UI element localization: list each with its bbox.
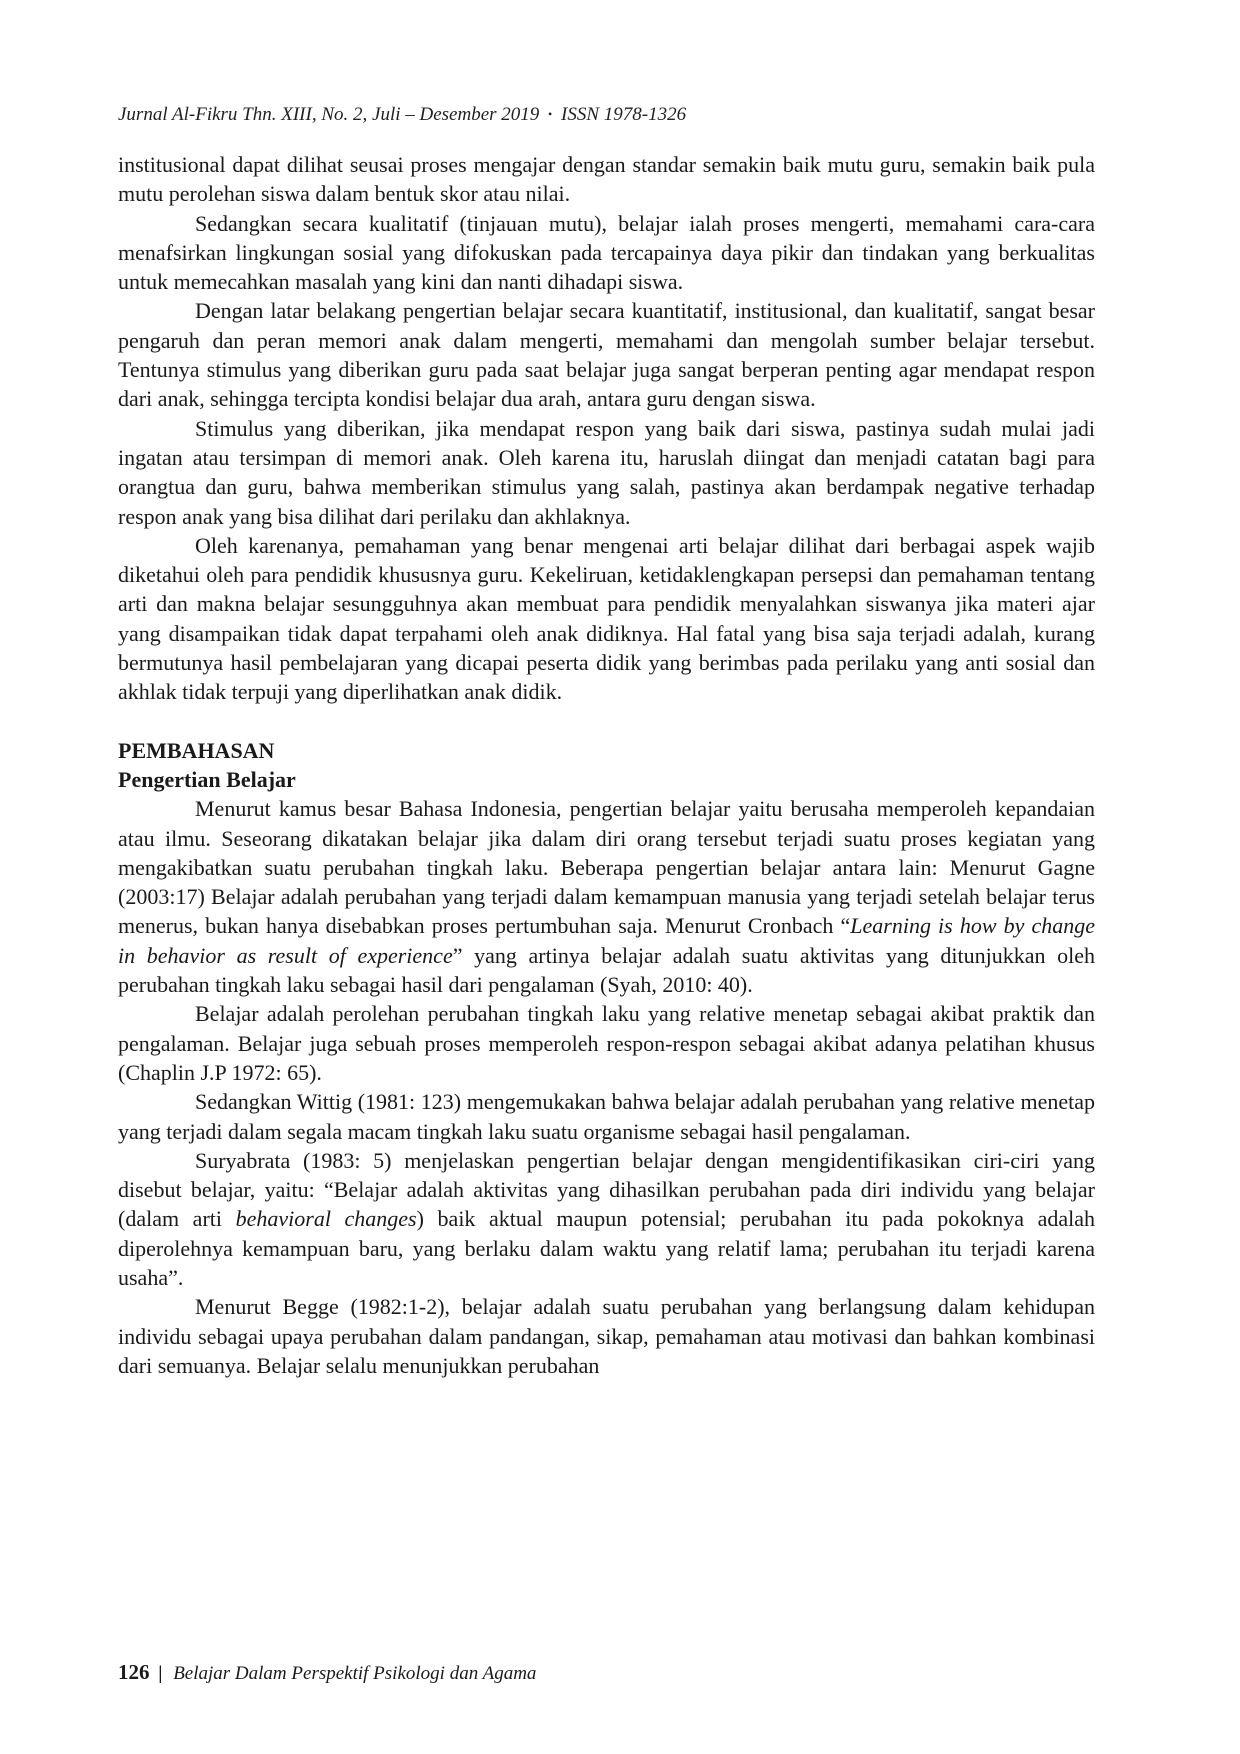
running-footer	[118, 1660, 536, 1685]
article-body	[118, 150, 1095, 1380]
header-separator: •	[548, 107, 553, 121]
paragraph-5: Oleh karenanya, pemahaman yang benar mengenai arti belajar dilihat dari berbagai aspek wajib diketahui oleh para pendidik khususnya guru. Kekeliruan, ketidaklengkapan persepsi dan pemahaman tentang arti dan makna belajar sesungguhnya akan membuat para pendidik menyalahkan siswanya jika materi ajar yang disampaikan tidak dapat terpahami oleh anak didiknya. Hal fatal yang bisa saja terjadi adalah, kurang bermutunya hasil pembelajaran yang dicapai peserta didik yang berimbas pada perilaku yang anti sosial dan akhlak tidak terpuji yang diperlihatkan anak didik.	[118, 532, 1095, 705]
paragraph-1: institusional dapat dilihat seusai proses mengajar dengan standar semakin baik mutu guru, semakin baik pula mutu perolehan siswa dalam bentuk skor atau nilai.	[118, 152, 1095, 207]
running-header	[118, 104, 686, 126]
paragraph-4: Stimulus yang diberikan, jika mendapat respon yang baik dari siswa, pastinya sudah mulai jadi ingatan atau tersimpan di memori anak. Oleh karena itu, haruslah diingat dan menjadi catatan bagi para orangtua dan guru, bahwa memberikan stimulus yang salah, pastinya akan berdampak negative terhadap respon anak yang bisa dilihat dari perilaku dan akhlaknya.	[118, 415, 1095, 529]
paragraph-10: Menurut Begge (1982:1-2), belajar adalah suatu perubahan yang berlangsung dalam kehidupan individu sebagai upaya perubahan dalam pandangan, sikap, pemahaman atau motivasi dan bahkan kombinasi dari semuanya. Belajar selalu menunjukkan perubahan	[118, 1294, 1095, 1378]
issn: ISSN 1978-1326	[561, 104, 687, 125]
paragraph-6-text-a: Menurut kamus besar Bahasa Indonesia, pengertian belajar yaitu berusaha memperoleh kepandaian atau ilmu. Seseorang dikatakan belajar jika dalam diri orang tersebut terjadi suatu proses kegiatan yang mengakibatkan suatu perubahan tingkah laku. Beberapa pengertian belajar antara lain: Menurut Gagne (2003:17) Belajar adalah perubahan yang terjadi dalam kemampuan manusia yang terjadi setelah belajar terus menerus, bukan hanya disebabkan proses pertumbuhan saja. Menurut Cronbach “	[118, 796, 1095, 939]
paragraph-8: Sedangkan Wittig (1981: 123) mengemukakan bahwa belajar adalah perubahan yang relative menetap yang terjadi dalam segala macam tingkah laku suatu organisme sebagai hasil pengalaman.	[118, 1089, 1095, 1144]
paragraph-9-text-a: Suryabrata (1983: 5) menjelaskan pengertian belajar dengan mengidentifikasikan ciri-ciri yang disebut belajar, yaitu: “Belajar adalah aktivitas yang dihasilkan perubahan pada diri individu yang belajar (dalam arti	[118, 1147, 1095, 1232]
paragraph-7: Belajar adalah perolehan perubahan tingkah laku yang relative menetap sebagai akibat praktik dan pengalaman. Belajar juga sebuah proses memperoleh respon-respon sebagai akibat adanya pelatihan khusus (Chaplin J.P 1972: 65).	[118, 1001, 1095, 1085]
footer-separator: |	[158, 1663, 163, 1684]
paragraph-6-text-b: ” yang artinya belajar adalah suatu aktivitas yang ditunjukkan oleh perubahan tingkah laku sebagai hasil dari pengalaman (Syah, 2010: 40).	[118, 942, 1095, 998]
subsection-heading: Pengertian Belajar	[118, 766, 296, 792]
footer-title: Belajar Dalam Perspektif Psikologi dan Agama	[173, 1663, 537, 1684]
paragraph-6-quote: Learning is how by change in behavior as result of experience	[118, 913, 1095, 968]
paragraph-9-text-b: ) baik aktual maupun potensial; perubahan itu pada pokoknya adalah diperolehnya kemampuan baru, yang berlaku dalam waktu yang relatif lama; perubahan itu terjadi karena usaha”.	[118, 1206, 1095, 1290]
section-heading: PEMBAHASAN	[118, 737, 275, 763]
paragraph-3: Dengan latar belakang pengertian belajar secara kuantitatif, institusional, dan kualitatif, sangat besar pengaruh dan peran memori anak dalam mengerti, memahami dan mengolah sumber belajar tersebut. Tentunya stimulus yang diberikan guru pada saat belajar juga sangat berperan penting agar mendapat respon dari anak, sehingga tercipta kondisi belajar dua arah, antara guru dengan siswa.	[118, 298, 1095, 412]
paragraph-6	[118, 794, 1095, 999]
journal-info: Jurnal Al-Fikru Thn. XIII, No. 2, Juli – Desember 2019	[118, 104, 540, 125]
paragraph-9	[118, 1146, 1095, 1292]
page-number: 126	[118, 1660, 150, 1684]
paragraph-2: Sedangkan secara kualitatif (tinjauan mutu), belajar ialah proses mengerti, memahami cara-cara menafsirkan lingkungan sosial yang difokuskan pada tercapainya daya pikir dan tindakan yang berkualitas untuk memecahkan masalah yang kini dan nanti dihadapi siswa.	[118, 210, 1095, 295]
paragraph-9-term: behavioral changes	[235, 1206, 417, 1232]
